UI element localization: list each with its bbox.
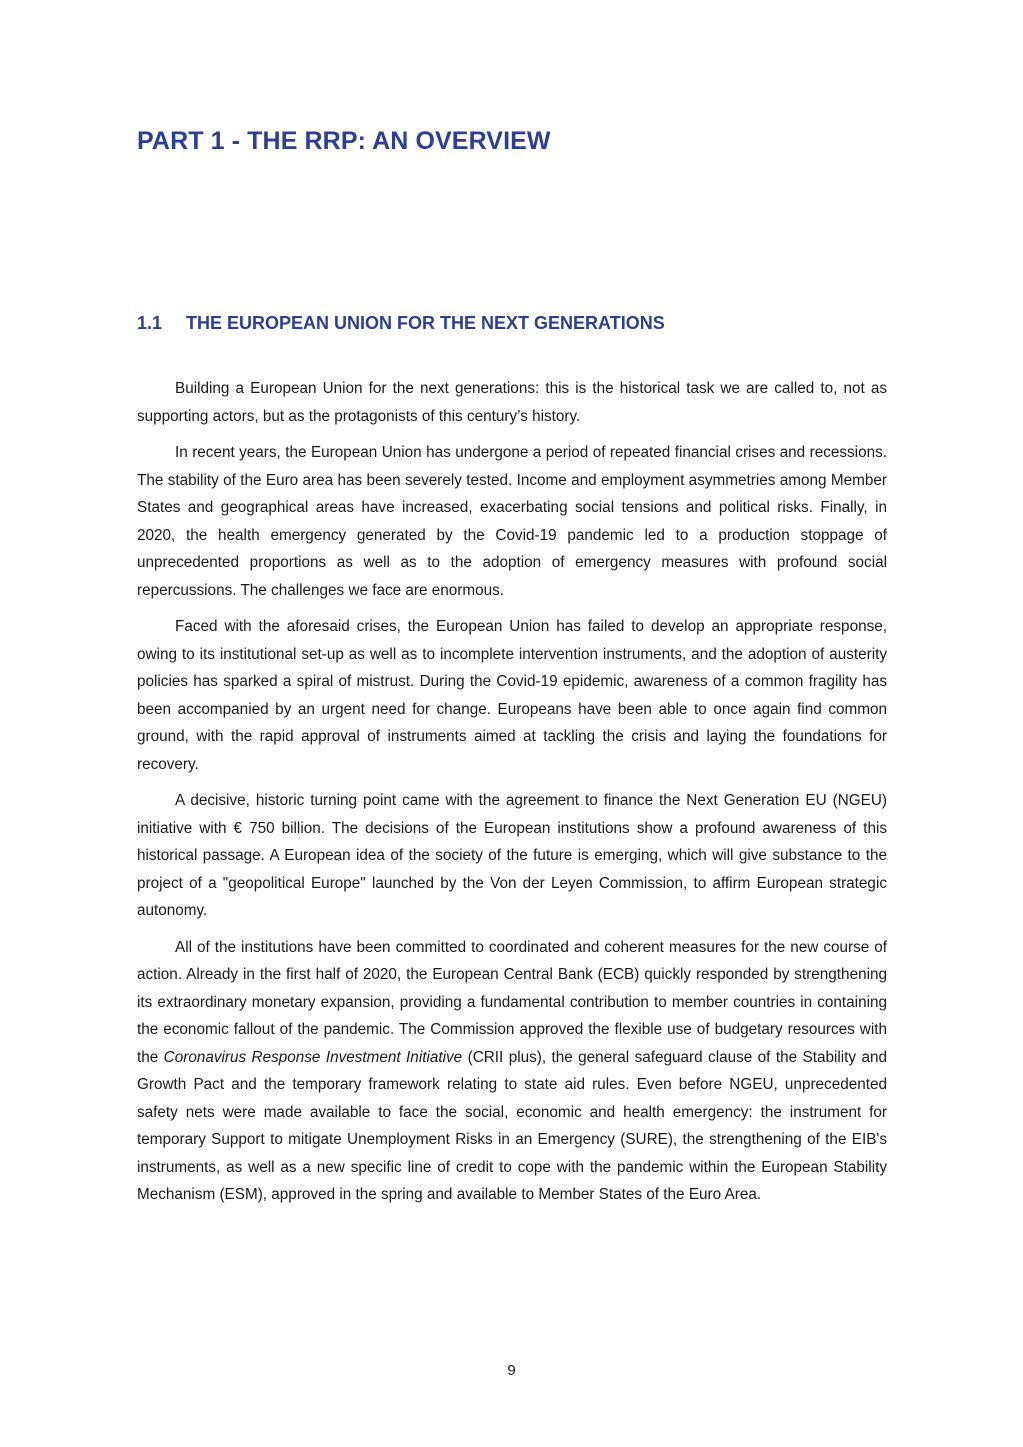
paragraph: In recent years, the European Union has undergone a period of repeated financial crises and recessions. The stability of the Euro area has been severely tested. Income and employment asymmetries among Member States and geographical areas have increased, exacerbating social tensions and political risks. Finally, in 2020, the health emergency generated by the Covid-19 pandemic led to a production stoppage of unprecedented proportions as well as to the adoption of emergency measures with profound social repercussions. The challenges we face are enormous. (137, 444, 887, 599)
part-title: PART 1 - THE RRP: AN OVERVIEW (137, 127, 551, 155)
paragraph (137, 934, 887, 1209)
paragraph: A decisive, historic turning point came with the agreement to finance the Next Generation EU (NGEU) initiative with € 750 billion. The decisions of the European institutions show a profound awareness of this historical passage. A European idea of the society of the future is emerging, which will give substance to the project of a "geopolitical Europe" launched by the Von der Leyen Commission, to affirm European strategic autonomy. (137, 792, 887, 919)
section-number: 1.1 (137, 313, 163, 333)
section-heading (137, 313, 665, 334)
paragraph-text: (CRII plus), the general safeguard clause of the Stability and Growth Pact and the temporary framework relating to state aid rules. Even before NGEU, unprecedented safety nets were made available to face the social, economic and health emergency: the instrument for temporary Support to mitigate Unemployment Risks in an Emergency (SURE), the strengthening of the EIB's instruments, as well as a new specific line of credit to cope with the pandemic within the European Stability Mechanism (ESM), approved in the spring and available to Member States of the Euro Area. (137, 1048, 887, 1203)
section-title: THE EUROPEAN UNION FOR THE NEXT GENERATIONS (186, 313, 665, 333)
italic-term: Coronavirus Response Investment Initiative (163, 1048, 463, 1066)
paragraph-text: All of the institutions have been committed to coordinated and coherent measures for the new course of action. Already in the first half of 2020, the European Central Bank (ECB) quickly responded by strengthening its extraordinary monetary expansion, providing a fundamental contribution to member countries in containing the economic fallout of the pandemic. The Commission approved the flexible use of budgetary resources with the (137, 938, 887, 1066)
paragraph: Faced with the aforesaid crises, the European Union has failed to develop an appropriate response, owing to its institutional set-up as well as to incomplete intervention instruments, and the adoption of austerity policies has sparked a spiral of mistrust. During the Covid-19 epidemic, awareness of a common fragility has been accompanied by an urgent need for change. Europeans have been able to once again find common ground, with the rapid approval of instruments aimed at tackling the crisis and laying the foundations for recovery. (137, 618, 887, 773)
paragraph: Building a European Union for the next generations: this is the historical task we are called to, not as supporting actors, but as the protagonists of this century’s history. (137, 380, 887, 425)
page-number: 9 (507, 1362, 516, 1379)
body-text (137, 375, 887, 1218)
